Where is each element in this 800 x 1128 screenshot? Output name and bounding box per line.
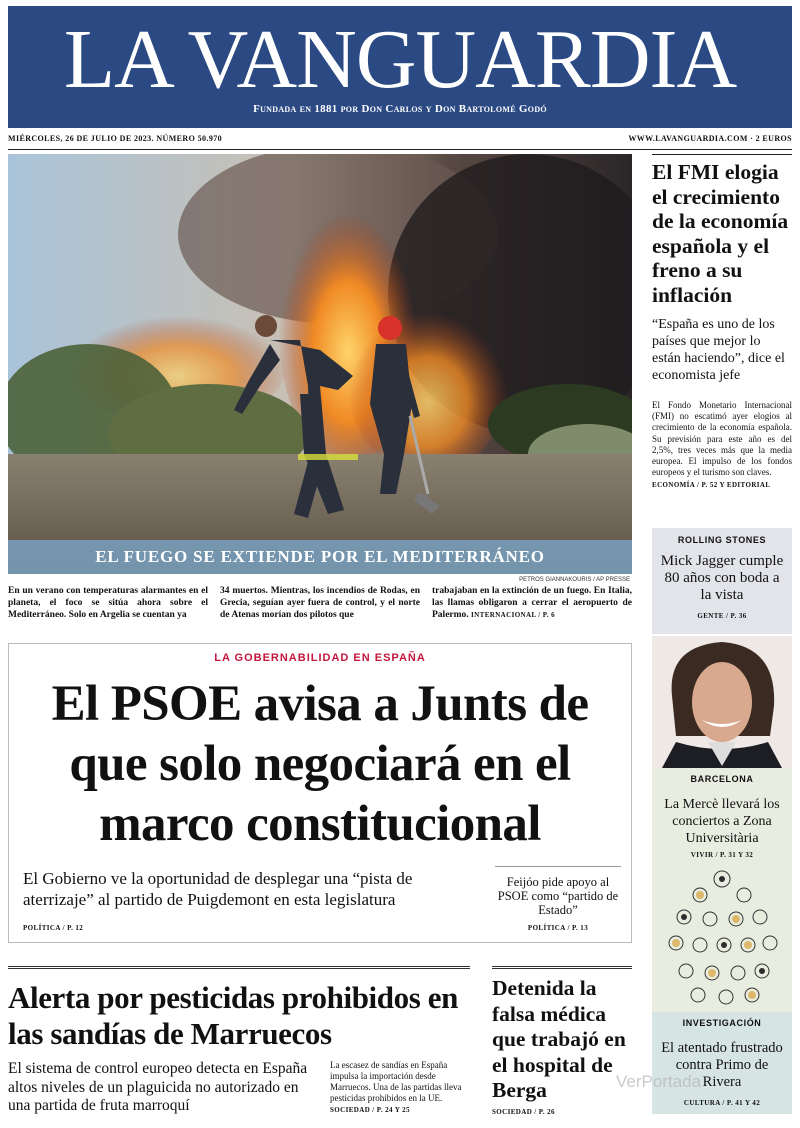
stones-headline: Mick Jagger cumple 80 años con boda a la vista bbox=[660, 553, 784, 603]
fire-story bbox=[8, 585, 632, 627]
concert-crowd-illustration bbox=[662, 865, 782, 1005]
site-and-price: WWW.LAVANGUARDIA.COM · 2 EUROS bbox=[628, 134, 792, 143]
imf-body-text: El Fondo Monetario Internacional (FMI) no escatimó ayer elogios al crecimiento de la economía española. Su previsión para este año es del 2,5%, tres veces más que la media europea. El impulso de los fondos europeos y el turismo son claves. bbox=[652, 400, 792, 478]
section-tag: SOCIEDAD / P. 24 Y 25 bbox=[330, 1106, 410, 1114]
investigacion-headline: El atentado frustrado contra Primo de Rivera bbox=[661, 1040, 783, 1090]
issue-date: MIÉRCOLES, 26 DE JULIO DE 2023. NÚMERO 50.970 bbox=[8, 134, 223, 143]
section-tag: CULTURA / P. 41 Y 42 bbox=[683, 1099, 761, 1107]
dateline bbox=[8, 134, 792, 148]
masthead bbox=[8, 6, 792, 128]
fire-column-2: 34 muertos. Mientras, los incendios de Rodas, en Grecia, seguían ayer fuera de control, y el norte de Atenas morían dos pilotos que bbox=[220, 586, 420, 620]
watermark: VerPortada bbox=[616, 1072, 702, 1091]
lead-story[interactable] bbox=[8, 643, 632, 943]
barcelona-kicker: BARCELONA bbox=[690, 774, 754, 784]
mick-jagger-photo bbox=[652, 636, 792, 768]
lead-headline: El PSOE avisa a Junts de que solo negociará en el marco constitucional bbox=[51, 676, 589, 852]
founded-line: Fundada en 1881 por Don Carlos y Don Bartolomé Godó bbox=[253, 103, 547, 115]
pesticides-summary: El sistema de control europeo detecta en España altos niveles de un plaguicida no autorizado en una partida de fruta marroquí bbox=[8, 1060, 308, 1114]
divider bbox=[652, 154, 792, 155]
feijoo-sidebar: Feijóo pide apoyo al PSOE como “partido de Estado” bbox=[495, 866, 621, 917]
photo-credit: PETROS GIANNAKOURIS / AP PRESSE bbox=[519, 577, 630, 583]
newspaper-title: LA VANGUARDIA bbox=[63, 13, 737, 106]
imf-quote: “España es uno de los países que mejor lo están haciendo”, dice el economista jefe bbox=[652, 317, 785, 383]
photo-banner: EL FUEGO SE EXTIENDE POR EL MEDITERRÁNEO bbox=[8, 540, 632, 574]
imf-body bbox=[652, 400, 792, 492]
berga-headline[interactable]: Detenida la falsa médica que trabajó en el hospital de Berga bbox=[492, 976, 626, 1102]
divider bbox=[8, 966, 470, 969]
section-tag: POLÍTICA / P. 12 bbox=[23, 924, 84, 932]
investigacion-box[interactable] bbox=[652, 1012, 792, 1114]
section-tag: ECONOMÍA / P. 52 Y EDITORIAL bbox=[652, 481, 771, 490]
divider bbox=[8, 149, 792, 150]
stones-kicker: ROLLING STONES bbox=[677, 535, 767, 545]
fire-column-3-text: trabajaban en la extinción de un fuego. En Italia, las llamas obligaron a cerrar el aeropuerto de Palermo. bbox=[432, 586, 632, 620]
barcelona-box[interactable] bbox=[652, 768, 792, 1012]
pesticides-sidebar-text: La escasez de sandías en España impulsa la importación desde Marruecos. Una de las partidas lleva pesticidas prohibidos en la UE. bbox=[330, 1060, 462, 1103]
imf-headline[interactable]: El FMI elogia el crecimiento de la economía española y el freno a su inflación bbox=[652, 160, 789, 307]
section-tag: SOCIEDAD / P. 26 bbox=[492, 1108, 555, 1116]
section-tag: INTERNACIONAL / P. 6 bbox=[471, 611, 556, 619]
fire-column-3 bbox=[432, 585, 632, 627]
fire-column-1: En un verano con temperaturas alarmantes en el planeta, el foco se sitúa ahora sobre el Mediterráneo. Solo en Argelia se cuentan ya bbox=[8, 586, 208, 620]
section-tag: POLÍTICA / P. 13 bbox=[527, 924, 589, 932]
barcelona-headline: La Mercè llevará los conciertos a Zona Universitària bbox=[664, 797, 780, 846]
stones-box[interactable] bbox=[652, 528, 792, 634]
pesticides-sidebar bbox=[330, 1060, 472, 1116]
divider bbox=[492, 966, 632, 969]
lead-kicker: LA GOBERNABILIDAD EN ESPAÑA bbox=[214, 652, 426, 664]
investigacion-kicker: INVESTIGACIÓN bbox=[682, 1018, 762, 1028]
section-tag: GENTE / P. 36 bbox=[697, 612, 747, 620]
pesticides-headline[interactable]: Alerta por pesticidas prohibidos en las sandías de Marruecos bbox=[8, 980, 458, 1051]
lead-subheadline: El Gobierno ve la oportunidad de desplegar una “pista de aterrizaje” al partido de Puigdemont en esta legislatura bbox=[23, 869, 413, 909]
section-tag: VIVIR / P. 31 Y 32 bbox=[690, 851, 754, 859]
fire-photo bbox=[8, 154, 632, 574]
